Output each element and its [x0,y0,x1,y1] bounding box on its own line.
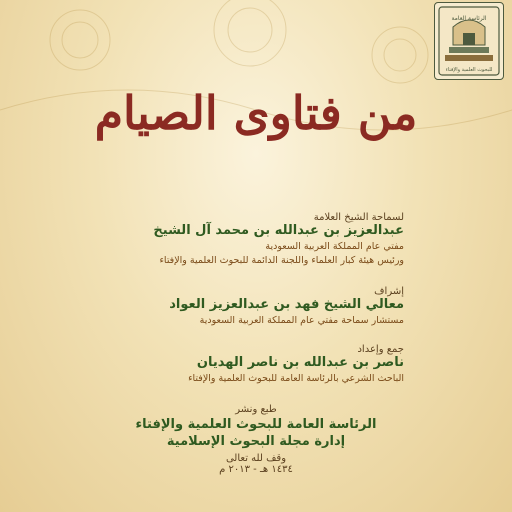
compiler-name: ناصر بن عبدالله بن ناصر الهديان [196,355,404,370]
supervisor-title: مستشار سماحة مفتي عام المملكة العربية السعودية [199,315,404,326]
compiler-lead: جمع وإعداد [357,344,404,355]
author-lead: لسماحة الشيخ العلامة [313,212,404,223]
author-title-1: مفتي عام المملكة العربية السعودية [265,241,404,252]
emblem-top-text: الرئاسة العامة [451,15,487,22]
publisher-section [0,404,512,475]
book-title: من فتاوى الصيام [94,86,418,140]
supervisor-lead: إشراف [374,286,404,297]
supervisor-name: معالي الشيخ فهد بن عبدالعزيز العواد [169,297,404,312]
emblem-icon [437,5,501,77]
publisher-name-2: إدارة مجلة البحوث الإسلامية [166,434,346,449]
supervisor-section [60,286,404,328]
compiler-title: الباحث الشرعي بالرئاسة العامة للبحوث العلمية والإفتاء [188,373,404,384]
author-section [60,212,404,268]
emblem-bottom-text: للبحوث العلمية والإفتاء [445,67,493,73]
waqf-note: وقف لله تعالى [225,453,287,464]
publication-year: ١٤٣٤ هـ - ٢٠١٣ م [219,464,293,475]
publisher-lead: طبع ونشر [235,404,277,415]
compiler-section [60,344,404,386]
publisher-name-1: الرئاسة العامة للبحوث العلمية والإفتاء [135,417,377,432]
author-name: عبدالعزيز بن عبدالله بن محمد آل الشيخ [153,223,404,238]
author-title-2: ورئيس هيئة كبار العلماء واللجنة الدائمة للبحوث العلمية والإفتاء [159,255,404,266]
emblem-logo [434,2,504,80]
